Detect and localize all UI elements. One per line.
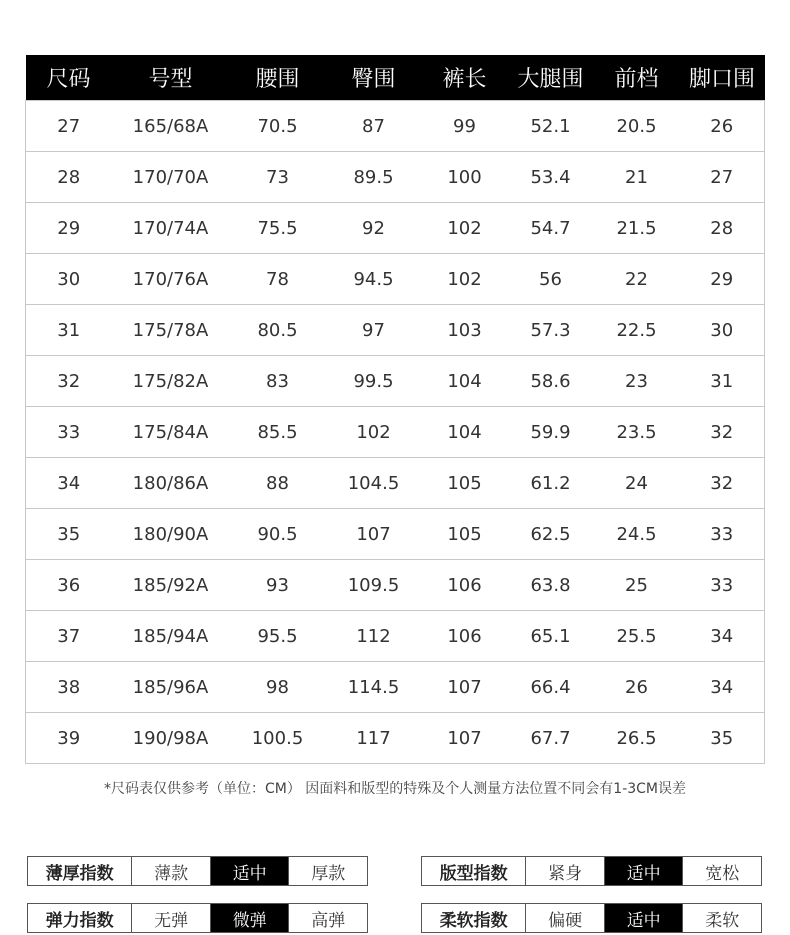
table-row	[26, 101, 765, 152]
table-cell: 175/84A	[112, 407, 230, 458]
table-cell: 185/96A	[112, 662, 230, 713]
table-cell: 170/70A	[112, 152, 230, 203]
table-row	[26, 407, 765, 458]
table-cell: 29	[680, 254, 765, 305]
table-row	[26, 509, 765, 560]
table-cell: 30	[680, 305, 765, 356]
table-cell: 89.5	[326, 152, 422, 203]
thickness-index-label: 薄厚指数	[28, 857, 132, 885]
softness-option: 柔软	[705, 910, 740, 931]
elastic-option: 无弹	[132, 904, 211, 932]
table-cell: 180/86A	[112, 458, 230, 509]
table-cell: 29	[26, 203, 112, 254]
table-cell: 35	[680, 713, 765, 764]
header-size: 尺码	[26, 55, 112, 101]
table-cell: 70.5	[230, 101, 326, 152]
table-cell: 104	[422, 356, 508, 407]
elastic-option: 高弹	[311, 910, 346, 931]
table-cell: 26	[594, 662, 680, 713]
table-cell: 102	[422, 254, 508, 305]
fit-index-label: 版型指数	[422, 857, 526, 885]
table-cell: 75.5	[230, 203, 326, 254]
table-cell: 98	[230, 662, 326, 713]
header-waist: 腰围	[230, 55, 326, 101]
table-cell: 80.5	[230, 305, 326, 356]
table-cell: 20.5	[594, 101, 680, 152]
fit-index	[421, 856, 762, 886]
table-cell: 27	[26, 101, 112, 152]
table-cell: 34	[26, 458, 112, 509]
softness-option: 偏硬	[526, 904, 605, 932]
table-row	[26, 662, 765, 713]
table-cell: 73	[230, 152, 326, 203]
table-cell: 102	[326, 407, 422, 458]
header-length: 裤长	[422, 55, 508, 101]
table-cell: 65.1	[508, 611, 594, 662]
table-cell: 87	[326, 101, 422, 152]
table-cell: 59.9	[508, 407, 594, 458]
table-cell: 58.6	[508, 356, 594, 407]
fit-option: 宽松	[705, 863, 740, 884]
table-cell: 32	[26, 356, 112, 407]
size-chart-table	[25, 55, 765, 764]
table-cell: 117	[326, 713, 422, 764]
table-row	[26, 560, 765, 611]
table-cell: 27	[680, 152, 765, 203]
table-cell: 88	[230, 458, 326, 509]
table-cell: 100	[422, 152, 508, 203]
table-cell: 100.5	[230, 713, 326, 764]
table-cell: 38	[26, 662, 112, 713]
table-row	[26, 305, 765, 356]
table-cell: 106	[422, 611, 508, 662]
table-cell: 33	[26, 407, 112, 458]
table-cell: 26	[680, 101, 765, 152]
table-cell: 90.5	[230, 509, 326, 560]
table-cell: 30	[26, 254, 112, 305]
table-cell: 170/76A	[112, 254, 230, 305]
header-leg-opening: 脚口围	[680, 55, 765, 101]
table-cell: 106	[422, 560, 508, 611]
table-header-row	[26, 55, 765, 101]
size-note: *尺码表仅供参考（单位：CM） 因面料和版型的特殊及个人测量方法位置不同会有1-3CM误差	[103, 781, 687, 797]
table-cell: 34	[680, 611, 765, 662]
fit-option-selected: 适中	[605, 857, 684, 885]
table-cell: 107	[326, 509, 422, 560]
table-cell: 105	[422, 509, 508, 560]
table-cell: 22	[594, 254, 680, 305]
table-row	[26, 203, 765, 254]
table-cell: 107	[422, 662, 508, 713]
table-cell: 62.5	[508, 509, 594, 560]
table-cell: 37	[26, 611, 112, 662]
table-cell: 28	[26, 152, 112, 203]
header-front-rise: 前档	[594, 55, 680, 101]
table-row	[26, 152, 765, 203]
table-cell: 107	[422, 713, 508, 764]
elastic-index-label: 弹力指数	[28, 904, 132, 932]
table-cell: 175/82A	[112, 356, 230, 407]
table-cell: 105	[422, 458, 508, 509]
thickness-option: 薄款	[132, 857, 211, 885]
table-cell: 52.1	[508, 101, 594, 152]
table-cell: 66.4	[508, 662, 594, 713]
table-cell: 56	[508, 254, 594, 305]
table-cell: 109.5	[326, 560, 422, 611]
table-cell: 67.7	[508, 713, 594, 764]
table-cell: 185/92A	[112, 560, 230, 611]
table-cell: 95.5	[230, 611, 326, 662]
table-cell: 104.5	[326, 458, 422, 509]
table-cell: 36	[26, 560, 112, 611]
table-cell: 83	[230, 356, 326, 407]
table-cell: 99.5	[326, 356, 422, 407]
table-cell: 114.5	[326, 662, 422, 713]
table-row	[26, 611, 765, 662]
table-cell: 54.7	[508, 203, 594, 254]
table-cell: 25	[594, 560, 680, 611]
thickness-index	[27, 856, 368, 886]
table-cell: 92	[326, 203, 422, 254]
table-cell: 104	[422, 407, 508, 458]
table-row	[26, 713, 765, 764]
table-cell: 185/94A	[112, 611, 230, 662]
softness-index-label: 柔软指数	[422, 904, 526, 932]
header-model: 号型	[112, 55, 230, 101]
table-cell: 34	[680, 662, 765, 713]
table-cell: 33	[680, 509, 765, 560]
table-cell: 31	[26, 305, 112, 356]
table-row	[26, 356, 765, 407]
table-cell: 103	[422, 305, 508, 356]
table-cell: 165/68A	[112, 101, 230, 152]
table-cell: 24.5	[594, 509, 680, 560]
elastic-option-selected: 微弹	[211, 904, 290, 932]
thickness-option-selected: 适中	[211, 857, 290, 885]
table-cell: 23.5	[594, 407, 680, 458]
table-cell: 24	[594, 458, 680, 509]
table-cell: 23	[594, 356, 680, 407]
table-cell: 190/98A	[112, 713, 230, 764]
table-cell: 32	[680, 407, 765, 458]
softness-index	[421, 903, 762, 933]
table-cell: 97	[326, 305, 422, 356]
table-cell: 85.5	[230, 407, 326, 458]
header-thigh: 大腿围	[508, 55, 594, 101]
table-cell: 39	[26, 713, 112, 764]
table-cell: 175/78A	[112, 305, 230, 356]
table-cell: 170/74A	[112, 203, 230, 254]
elastic-index	[27, 903, 368, 933]
table-cell: 32	[680, 458, 765, 509]
table-cell: 112	[326, 611, 422, 662]
fit-option: 紧身	[526, 857, 605, 885]
table-cell: 78	[230, 254, 326, 305]
table-cell: 94.5	[326, 254, 422, 305]
table-cell: 31	[680, 356, 765, 407]
table-cell: 180/90A	[112, 509, 230, 560]
table-cell: 21.5	[594, 203, 680, 254]
table-cell: 35	[26, 509, 112, 560]
table-cell: 22.5	[594, 305, 680, 356]
table-cell: 25.5	[594, 611, 680, 662]
table-cell: 21	[594, 152, 680, 203]
table-cell: 102	[422, 203, 508, 254]
table-cell: 28	[680, 203, 765, 254]
softness-option-selected: 适中	[605, 904, 684, 932]
table-cell: 63.8	[508, 560, 594, 611]
table-cell: 53.4	[508, 152, 594, 203]
table-cell: 33	[680, 560, 765, 611]
table-cell: 57.3	[508, 305, 594, 356]
table-cell: 99	[422, 101, 508, 152]
table-row	[26, 458, 765, 509]
table-cell: 26.5	[594, 713, 680, 764]
thickness-option: 厚款	[311, 863, 346, 884]
table-cell: 61.2	[508, 458, 594, 509]
table-row	[26, 254, 765, 305]
table-cell: 93	[230, 560, 326, 611]
header-hip: 臀围	[326, 55, 422, 101]
